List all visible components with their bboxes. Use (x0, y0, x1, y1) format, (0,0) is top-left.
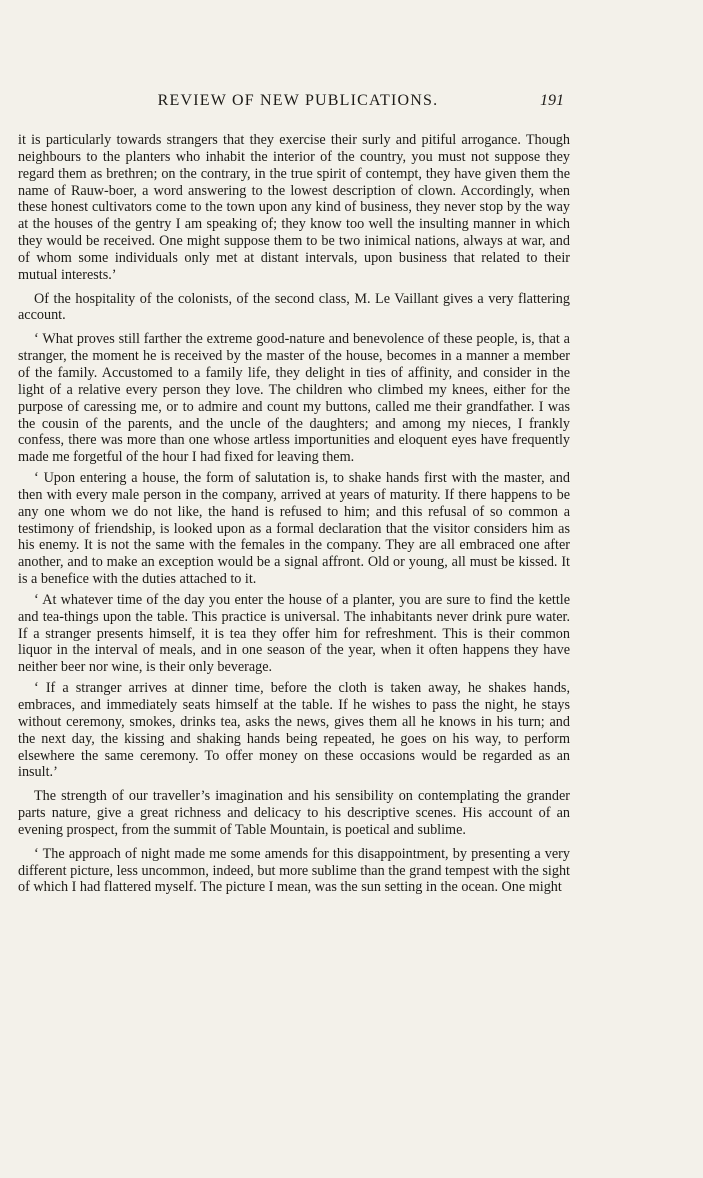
paragraph-continuation: it is particularly towards strangers that they exercise their surly and pitiful arrogance. Though neighbours to the planters who inhabit the interior of the country, you must not suppose they regard them as brethren; on the contrary, in the true spirit of contempt, they have given them the name of Rauw-boer, a word answering to the lowest description of clown. Accordingly, when these honest cultivators come to the town upon any kind of business, they never stop by the way at the houses of the gentry I am speaking of; they know too well the insulting manner in which they would be received. One might suppose them to be two inimical nations, always at war, and of whom some individuals only met at distant intervals, upon business that related to their mutual interests.’ (18, 132, 570, 283)
page-number: 191 (540, 92, 564, 109)
quote-paragraph-night: ‘ The approach of night made me some amends for this disappointment, by presenting a very different picture, less uncommon, indeed, but more sublime than the grand tempest with the sight of which I had flattered myself. The picture I mean, was the sun setting in the ocean. One might (18, 845, 570, 896)
page-body (18, 132, 570, 896)
paragraph-imagination: The strength of our traveller’s imagination and his sensibility on contemplating the grander parts nature, give a great richness and delicacy to his descriptive scenes. His account of an evening prospect, from the summit of Table Mountain, is poetical and sublime. (18, 788, 570, 838)
running-head: REVIEW OF NEW PUBLICATIONS. (157, 92, 439, 109)
quote-paragraph-stranger: ‘ If a stranger arrives at dinner time, before the cloth is taken away, he shakes hands, embraces, and immediately seats himself at the table. If he wishes to pass the night, he stays without ceremony, smokes, drinks tea, asks the news, gives them all he knows in his turn; and the next day, the kissing and shaking hands being repeated, he goes on his way, to perform elsewhere the same ceremony. To offer money on these occasions would be regarded as an insult.’ (18, 680, 570, 781)
paragraph-hospitality-intro: Of the hospitality of the colonists, of the second class, M. Le Vaillant gives a very flattering account. (18, 290, 570, 324)
quote-paragraph-family: ‘ What proves still farther the extreme good-nature and benevolence of these people, is, that a stranger, the moment he is received by the master of the house, becomes in a manner a member of the family. Accustomed to a family life, they delight in ties of affinity, and consider in the light of a relative every person they love. The children who climbed my knees, either for the purpose of caressing me, or to admire and count my buttons, called me their grandfather. I was the cousin of the parents, and the uncle of the daughters; and among my nieces, I frankly confess, there was more than one whose artless importunities and eloquent eyes have frequently made me forgetful of the hour I had fixed for leaving them. (18, 331, 570, 466)
quote-paragraph-salutation: ‘ Upon entering a house, the form of salutation is, to shake hands first with the master, and then with every male person in the company, arrived at years of maturity. If there happens to be any one whom we do not like, the hand is refused to him; and this refusal of so common a testimony of friendship, is looked upon as a formal declaration that the visitor considers him as his enemy. It is not the same with the females in the company. They are all embraced one after another, and to make an exception would be a signal affront. Old or young, all must be kissed. It is a benefice with the duties attached to it. (18, 470, 570, 588)
quote-paragraph-tea: ‘ At whatever time of the day you enter the house of a planter, you are sure to find the kettle and tea-things upon the table. This practice is universal. The inhabitants never drink pure water. If a stranger presents himself, it is tea they offer him for refreshment. This is their common liquor in the interval of meals, and in one season of the year, when it often happens they have neither beer nor wine, is their only beverage. (18, 591, 570, 676)
